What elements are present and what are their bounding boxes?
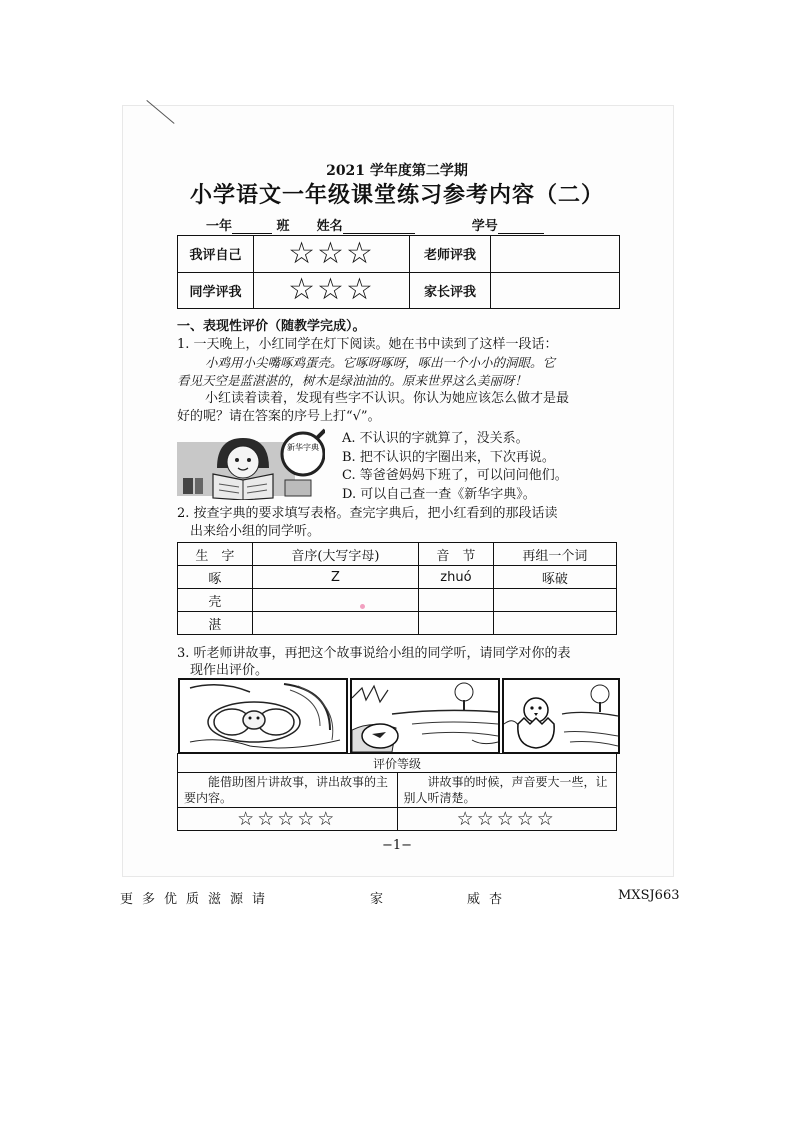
q3-line2: 现作出评价。 xyxy=(190,663,269,678)
footer-code: MXSJ663 xyxy=(618,888,680,903)
q1-options xyxy=(342,430,568,504)
footer-text-3: 威杏 xyxy=(467,892,512,907)
self-eval-label: 我评自己 xyxy=(178,236,254,273)
teacher-eval-cell[interactable] xyxy=(491,236,620,273)
table-cell[interactable]: Z xyxy=(252,566,418,589)
parent-eval-cell[interactable] xyxy=(491,272,620,309)
criterion-2 xyxy=(397,773,617,808)
name-label: 姓名 xyxy=(316,219,343,234)
dictionary-table xyxy=(177,542,617,635)
option-c[interactable]: C. 等爸爸妈妈下班了，可以问问他们。 xyxy=(342,468,568,483)
q1-line1: 1. 一天晚上，小红同学在灯下阅读。她在书中读到了这样一段话： xyxy=(177,337,558,352)
table-row xyxy=(178,566,617,589)
criterion-1-stars[interactable]: ☆☆☆☆☆ xyxy=(178,808,398,831)
story-grade-table xyxy=(177,753,617,831)
option-a[interactable]: A. 不认识的字就算了，没关系。 xyxy=(342,431,529,446)
self-eval-stars[interactable] xyxy=(254,236,410,273)
table-cell[interactable] xyxy=(252,589,418,612)
table-cell[interactable]: zhuó xyxy=(419,566,494,589)
criterion-2-line1: 讲故事的时候，声音要大一些，让 xyxy=(427,775,608,789)
table-cell[interactable] xyxy=(493,612,616,635)
table-cell[interactable]: 啄破 xyxy=(493,566,616,589)
worksheet-title: 小学语文一年级课堂练习参考内容（二） xyxy=(189,182,604,208)
grade-label: 一年 xyxy=(206,219,233,234)
table-cell: 壳 xyxy=(178,589,253,612)
ink-spot xyxy=(360,604,365,609)
table-header: 生 字 xyxy=(178,543,253,566)
footer-text-1: 更多优质滋源请 xyxy=(120,892,275,907)
q2-line2: 出来给小组的同学听。 xyxy=(190,524,321,539)
q1-quote-line1: 小鸡用小尖嘴啄鸡蛋壳。它啄呀啄呀，啄出一个小小的洞眼。它 xyxy=(205,355,556,370)
table-row xyxy=(178,589,617,612)
grade-title: 评价等级 xyxy=(178,754,617,773)
criterion-1-line2: 要内容。 xyxy=(184,791,233,805)
parent-eval-label: 家长评我 xyxy=(410,272,491,309)
section1-title: 一、表现性评价（随教学完成）。 xyxy=(177,319,366,334)
table-cell: 湛 xyxy=(178,612,253,635)
number-blank[interactable] xyxy=(498,233,544,234)
table-header: 音 节 xyxy=(419,543,494,566)
table-cell[interactable] xyxy=(493,589,616,612)
q1-line3: 好的呢？请在答案的序号上打“√”。 xyxy=(177,409,381,424)
peer-eval-stars[interactable] xyxy=(254,272,410,309)
table-cell[interactable] xyxy=(252,612,418,635)
option-b[interactable]: B. 把不认识的字圈出来，下次再说。 xyxy=(342,449,555,465)
evaluation-table xyxy=(177,235,620,309)
story-picture-hatched-chick xyxy=(502,678,620,754)
name-blank[interactable] xyxy=(343,233,415,234)
story-picture-egg-by-river xyxy=(350,678,500,754)
class-label: 班 xyxy=(276,219,290,234)
star-icon-group: ☆☆☆ xyxy=(288,235,375,271)
q1-quote-line2: 看见天空是蓝湛湛的，树木是绿油油的。原来世界这么美丽呀！ xyxy=(177,373,528,388)
q1-line2: 小红读着读着，发现有些字不认识。你认为她应该怎么做才是最 xyxy=(205,391,570,406)
table-row xyxy=(178,612,617,635)
criterion-1 xyxy=(178,773,398,808)
girl-reading-dictionary-illustration xyxy=(177,428,325,500)
number-label: 学号 xyxy=(471,219,498,234)
criterion-2-stars[interactable]: ☆☆☆☆☆ xyxy=(397,808,617,831)
class-blank[interactable] xyxy=(232,233,272,234)
table-header: 音序(大写字母) xyxy=(252,543,418,566)
table-cell[interactable] xyxy=(419,589,494,612)
option-d[interactable]: D. 可以自己查一查《新华字典》。 xyxy=(342,486,536,502)
student-info-line xyxy=(206,215,544,234)
table-cell: 啄 xyxy=(178,566,253,589)
q2-line1: 2. 按查字典的要求填写表格。查完字典后，把小红看到的那段话读 xyxy=(177,506,558,521)
teacher-eval-label: 老师评我 xyxy=(410,236,491,273)
page-number: −1− xyxy=(381,838,413,853)
peer-eval-label: 同学评我 xyxy=(178,272,254,309)
dictionary-label: 新华字典 xyxy=(287,443,319,452)
star-icon-group: ☆☆☆ xyxy=(288,272,375,308)
q3-line1: 3. 听老师讲故事，再把这个故事说给小组的同学听，请同学对你的表 xyxy=(177,646,571,661)
story-picture-egg-in-nest xyxy=(178,678,348,754)
table-cell[interactable] xyxy=(419,612,494,635)
table-header: 再组一个词 xyxy=(493,543,616,566)
criterion-2-line2: 别人听清楚。 xyxy=(403,791,476,805)
criterion-1-line1: 能借助图片讲故事，讲出故事的主 xyxy=(208,775,389,789)
year-term-heading: 2021 学年度第二学期 xyxy=(326,163,468,179)
footer-text-2: 家 xyxy=(370,892,393,907)
